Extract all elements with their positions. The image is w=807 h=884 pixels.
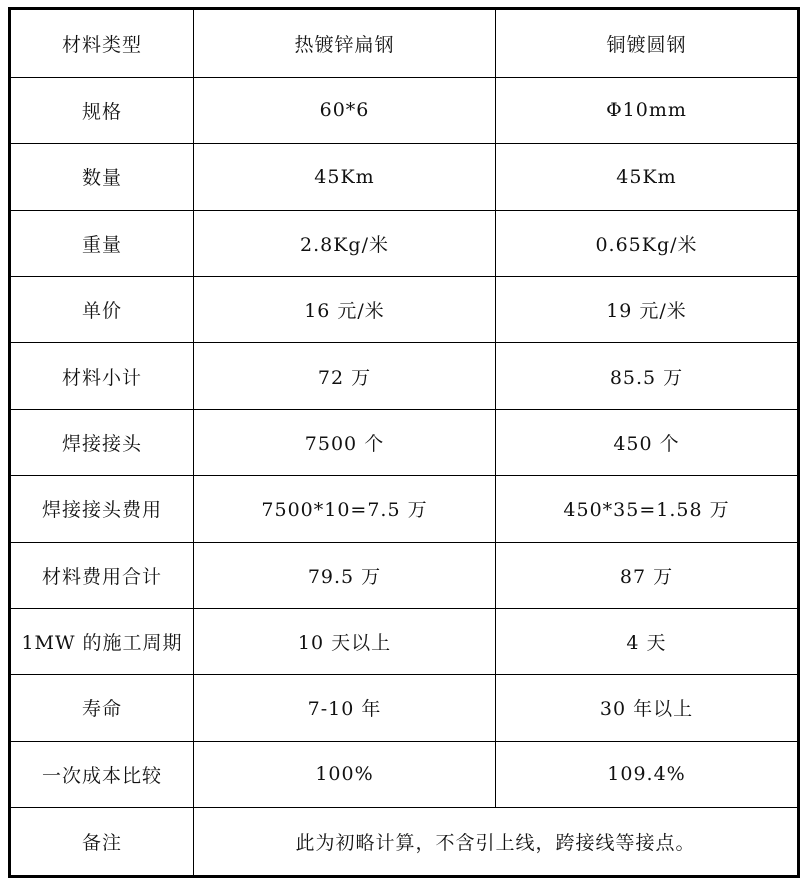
table-cell: 79.5 万	[194, 542, 496, 608]
table-cell: 4 天	[496, 608, 799, 674]
table-cell: 7500*10=7.5 万	[194, 476, 496, 542]
row-label: 1MW 的施工周期	[10, 608, 194, 674]
table-row	[10, 608, 799, 674]
table-cell: 7-10 年	[194, 675, 496, 741]
table-row	[10, 741, 799, 807]
table-cell: 19 元/米	[496, 276, 799, 342]
table-cell: 0.65Kg/米	[496, 210, 799, 276]
row-label: 单价	[10, 276, 194, 342]
row-label: 材料小计	[10, 343, 194, 409]
table-cell: 60*6	[194, 77, 496, 143]
table-cell: 85.5 万	[496, 343, 799, 409]
comparison-table	[8, 7, 800, 878]
table-body	[10, 9, 799, 877]
table-cell: 7500 个	[194, 409, 496, 475]
row-label: 规格	[10, 77, 194, 143]
row-label: 数量	[10, 144, 194, 210]
table-cell: 72 万	[194, 343, 496, 409]
header-row	[10, 9, 799, 78]
table-cell: 45Km	[496, 144, 799, 210]
row-label: 焊接接头费用	[10, 476, 194, 542]
table-cell: 450 个	[496, 409, 799, 475]
table-cell: 450*35=1.58 万	[496, 476, 799, 542]
header-cell: 材料类型	[10, 9, 194, 78]
table-cell: 10 天以上	[194, 608, 496, 674]
table-row	[10, 343, 799, 409]
table-row	[10, 210, 799, 276]
row-label: 材料费用合计	[10, 542, 194, 608]
table-cell: 45Km	[194, 144, 496, 210]
note-text: 此为初略计算，不含引上线，跨接线等接点。	[194, 808, 799, 877]
table-cell: 16 元/米	[194, 276, 496, 342]
header-cell: 铜镀圆钢	[496, 9, 799, 78]
table-cell: 87 万	[496, 542, 799, 608]
table-row	[10, 409, 799, 475]
header-cell: 热镀锌扁钢	[194, 9, 496, 78]
table-cell: 100%	[194, 741, 496, 807]
table-cell: 2.8Kg/米	[194, 210, 496, 276]
table-row	[10, 675, 799, 741]
row-label: 一次成本比较	[10, 741, 194, 807]
table-row	[10, 144, 799, 210]
table-row	[10, 77, 799, 143]
note-row	[10, 808, 799, 877]
row-label: 重量	[10, 210, 194, 276]
table-row	[10, 276, 799, 342]
table-cell: 30 年以上	[496, 675, 799, 741]
table-cell: 109.4%	[496, 741, 799, 807]
note-label: 备注	[10, 808, 194, 877]
table-row	[10, 542, 799, 608]
table-cell: Φ10mm	[496, 77, 799, 143]
row-label: 焊接接头	[10, 409, 194, 475]
table-row	[10, 476, 799, 542]
row-label: 寿命	[10, 675, 194, 741]
